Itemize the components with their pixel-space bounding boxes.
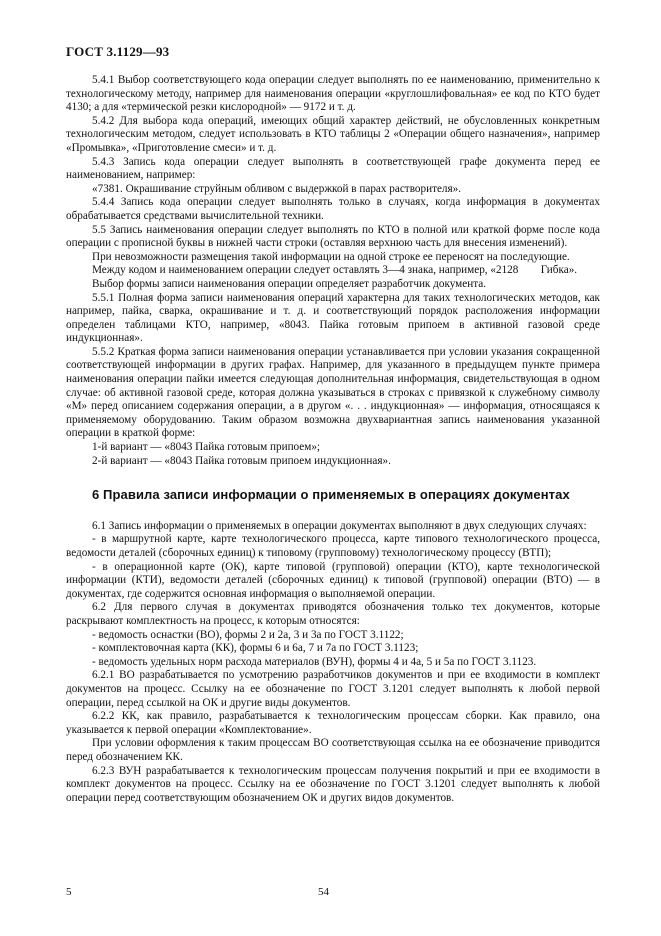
paragraph: «7381. Окрашивание струйным обливом с выдержкой в парах растворителя». (92, 182, 462, 195)
paragraph: 2-й вариант — «8043 Пайка готовым припоем индукционная». (92, 454, 391, 467)
paragraph: 5.4.3 Запись кода операции следует выполнять в соответствующей графе документа перед ее наименованием, например: (66, 155, 600, 182)
paragraph: 5.4.1 Выбор соответствующего кода операции следует выполнять по ее наименованию, применительно к технологическому методу, например для наименования операции «круглошлифовальная» ее код по КТО будет 4130; а для «термической резки кислородной» — 9172 и т. д. (66, 74, 600, 114)
paragraph: При невозможности размещения такой информации на одной строке ее переносят на последующие. (92, 250, 570, 263)
paragraph: 1-й вариант — «8043 Пайка готовым припоем»; (92, 441, 321, 454)
paragraph: Выбор формы записи наименования операции определяет разработчик документа. (92, 277, 486, 290)
paragraph: 6.2.2 КК, как правило, разрабатывается к технологическим процессам сборки. Как правило, она указывается к первой операции «Комплектование». (66, 710, 600, 736)
paragraph: 6.1 Запись информации о применяемых в операции документах выполняют в двух следующих случаях: (92, 519, 587, 532)
paragraph: - ведомость оснастки (ВО), формы 2 и 2а, 3 и 3а по ГОСТ 3.1122; (92, 628, 404, 641)
document-body (66, 74, 600, 805)
paragraph: 5.5.2 Краткая форма записи наименования операции устанавливается при условии указания сокращенной соответствующей информации в других графах. Например, для указанного в предыдущем пункте примера наименования операции пайки имеется следующая дополнительная информация, свидетельствующая в одном случае: об активной газовой среде, которая должна указываться в строках с привязкой к служебному символу «М» перед описанием содержания операции, а в другом «. . . индукционная» — информация, относящаяся к применяемому оборудованию. Таким образом возможна двухвариантная запись наименования указанной операции в краткой форме: (66, 345, 600, 440)
paragraph: 5.5 Запись наименования операции следует выполнять по КТО в полной или краткой форме после кода операции с прописной буквы в нижней части строки (оставляя верхнюю часть для внесения изменений). (66, 223, 600, 250)
page-number: 54 (318, 886, 329, 898)
paragraph: Между кодом и наименованием операции следует оставлять 3—4 знака, например, «2128 Гибка». (92, 264, 578, 277)
paragraph: - ведомость удельных норм расхода материалов (ВУН), формы 4 и 4а, 5 и 5а по ГОСТ 3.1123. (92, 655, 537, 668)
paragraph: 5.5.1 Полная форма записи наименования операций характерна для таких технологических методов, как например, пайка, сварка, окрашивание и т. д. и соответствующий порядок расположения информации определен таблицами КТО, например, «8043. Пайка готовым припоем в активной газовой среде индукционная». (66, 291, 600, 345)
paragraph: - комплектовочная карта (КК), формы 6 и 6а, 7 и 7а по ГОСТ 3.1123; (92, 642, 419, 655)
paragraph: 5.4.4 Запись кода операции следует выполнять только в случаях, когда информация в документах обрабатывается средствами вычислительной техники. (66, 196, 600, 222)
paragraph: - в маршрутной карте, карте технологического процесса, карте типового технологического процесса, ведомости деталей (сборочных единиц) к типовому (групповому) технологическому процессу (ВТП); (66, 533, 600, 559)
paragraph: 5.4.2 Для выбора кода операций, имеющих общий характер действий, не обусловленных конкретным технологическим методом, следует использовать в КТО таблицы 2 «Операции общего назначения», например «Промывка», «Приготовление смеси» и т. д. (66, 114, 600, 154)
footer-mark: 5 (66, 886, 72, 898)
paragraph: При условии оформления к таким процессам ВО соответствующая ссылка на ее обозначение приводится перед обозначением КК. (66, 737, 600, 763)
document-header: ГОСТ 3.1129—93 (66, 44, 170, 59)
section-heading: 6 Правила записи информации о применяемых в операциях документах (92, 487, 570, 503)
paragraph: - в операционной карте (ОК), карте типовой (групповой) операции (КТО), карте технологической информации (КТИ), ведомости деталей (сборочных единиц) к типовой (групповой) операции (ВТО) — в документах, где содержится основная информация о выполняемой операции. (66, 560, 600, 600)
paragraph: 6.2.3 ВУН разрабатывается к технологическим процессам получения покрытий и при ее входимости в комплект документов на процесс. Ссылку на ее обозначение по ГОСТ 3.1201 следует выполнять к любой операции перед соответствующим обозначением ОК и других видов документов. (66, 764, 600, 804)
paragraph: 6.2.1 ВО разрабатывается по усмотрению разработчиков документов и при ее входимости в комплект документов на процесс. Ссылку на ее обозначение по ГОСТ 3.1201 следует выполнять к любой первой операции, перед ссылкой на ОК и другие виды документов. (66, 669, 600, 709)
paragraph: 6.2 Для первого случая в документах приводятся обозначения только тех документов, которые раскрывают комплектность на процесс, к которым относятся: (66, 601, 600, 627)
